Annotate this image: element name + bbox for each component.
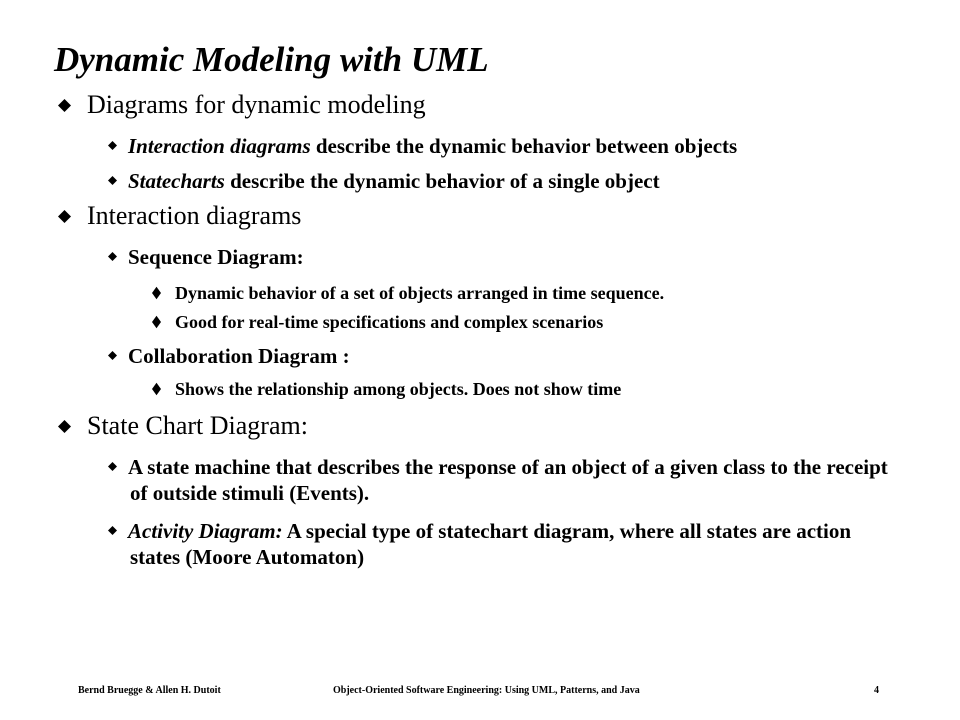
bullet-text: State Chart Diagram: bbox=[87, 411, 308, 440]
bullet-sequence-diagram bbox=[108, 244, 304, 270]
footer-book-title: Object-Oriented Software Engineering: Using UML, Patterns, and Java bbox=[333, 685, 640, 696]
bullet-state-machine bbox=[108, 454, 898, 506]
bullet-collaboration-relationship bbox=[152, 378, 621, 400]
bullet-text: A special type of statechart diagram, where all states are action states (Moore Automaton) bbox=[130, 519, 852, 569]
small-diamond-bullet-icon bbox=[108, 252, 117, 261]
bullet-text: describe the dynamic behavior of a single object bbox=[224, 169, 660, 193]
footer-authors: Bernd Bruegge & Allen H. Dutoit bbox=[78, 685, 221, 696]
emphasis-text: Statecharts bbox=[128, 169, 225, 193]
small-diamond-bullet-icon bbox=[108, 526, 117, 535]
emphasis-text: Activity Diagram: bbox=[128, 519, 283, 543]
diamond-bullet-icon bbox=[58, 210, 71, 223]
tall-diamond-bullet-icon bbox=[152, 286, 161, 300]
bullet-text: Sequence Diagram: bbox=[128, 245, 304, 269]
bullet-interaction-diagrams-describe bbox=[108, 133, 737, 159]
bullet-sequence-real-time bbox=[152, 311, 603, 333]
bullet-state-chart-diagram bbox=[58, 411, 308, 441]
footer-page-number: 4 bbox=[874, 685, 879, 696]
bullet-text: A state machine that describes the response of an object of a given class to the receipt of outside stimuli (Events). bbox=[128, 455, 888, 505]
small-diamond-bullet-icon bbox=[108, 462, 117, 471]
bullet-text: Dynamic behavior of a set of objects arranged in time sequence. bbox=[175, 283, 665, 303]
tall-diamond-bullet-icon bbox=[152, 382, 161, 396]
bullet-text: Collaboration Diagram : bbox=[128, 344, 350, 368]
bullet-text: describe the dynamic behavior between objects bbox=[310, 134, 738, 158]
bullet-text: Diagrams for dynamic modeling bbox=[87, 90, 426, 119]
bullet-text: Good for real-time specifications and complex scenarios bbox=[175, 312, 604, 332]
bullet-sequence-dynamic-behavior bbox=[152, 282, 664, 304]
bullet-text: Interaction diagrams bbox=[87, 201, 302, 230]
tall-diamond-bullet-icon bbox=[152, 315, 161, 329]
emphasis-text: Interaction diagrams bbox=[128, 134, 311, 158]
bullet-collaboration-diagram bbox=[108, 343, 350, 369]
small-diamond-bullet-icon bbox=[108, 351, 117, 360]
small-diamond-bullet-icon bbox=[108, 141, 117, 150]
bullet-statecharts-describe bbox=[108, 168, 660, 194]
bullet-diagrams-for-dynamic-modeling bbox=[58, 90, 426, 120]
slide-title: Dynamic Modeling with UML bbox=[54, 40, 489, 79]
bullet-activity-diagram bbox=[108, 518, 898, 570]
diamond-bullet-icon bbox=[58, 99, 71, 112]
small-diamond-bullet-icon bbox=[108, 176, 117, 185]
diamond-bullet-icon bbox=[58, 420, 71, 433]
bullet-text: Shows the relationship among objects. Does not show time bbox=[175, 379, 622, 399]
bullet-interaction-diagrams bbox=[58, 201, 301, 231]
